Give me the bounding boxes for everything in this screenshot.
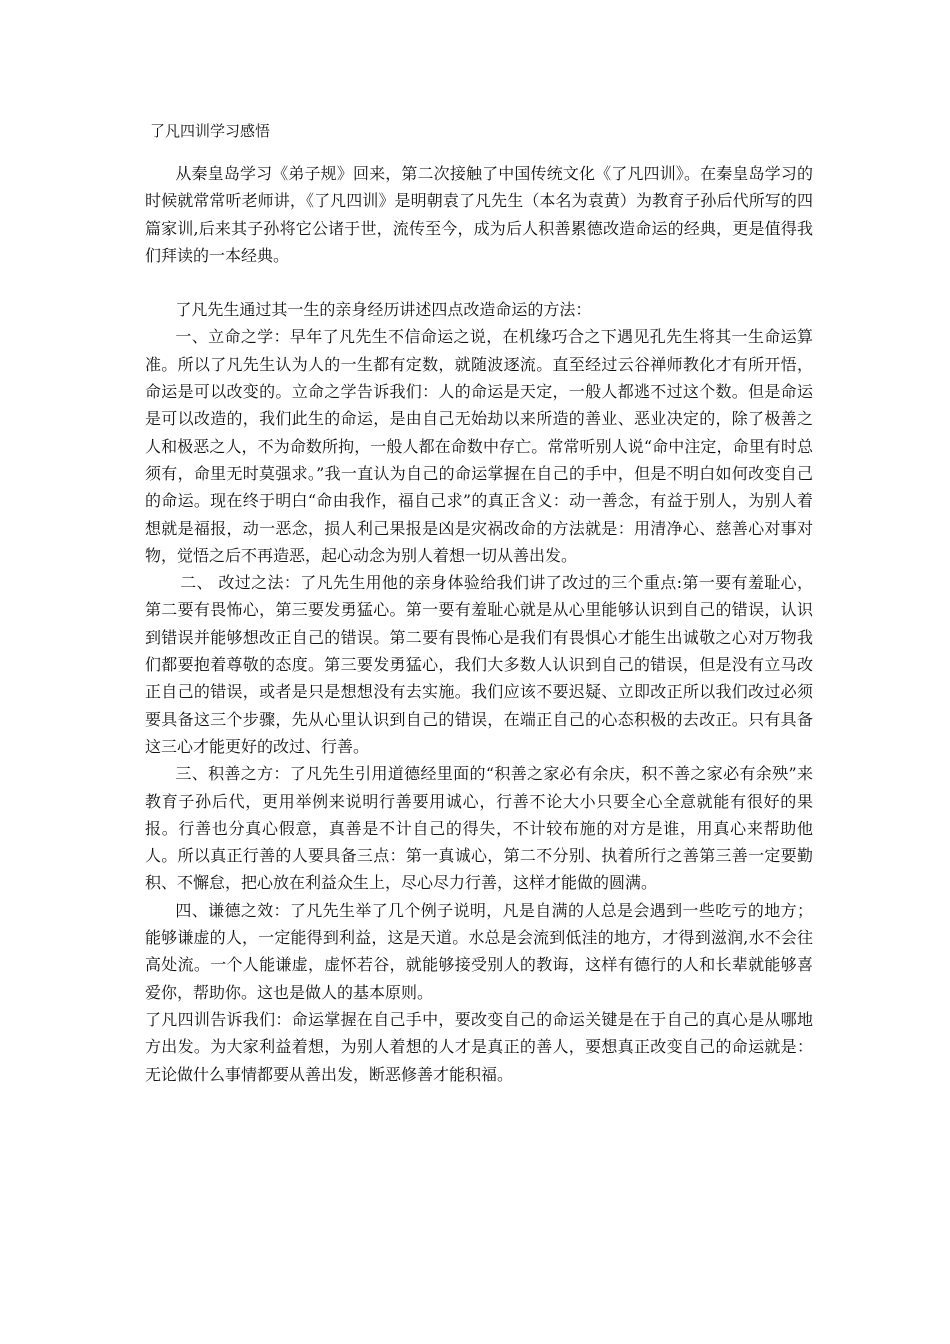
method-four-paragraph: 四、谦德之效：了凡先生举了几个例子说明，凡是自满的人总是会遇到一些吃亏的地方；能够谦虚的人，一定能得到利益，这是天道。水总是会流到低洼的地方，才得到滋润,水不会往高处流。一个人能谦虚，虚怀若谷，就能够接受别人的教诲，这样有德行的人和长辈就能够喜爱你，帮助你。这也是做人的基本原则。 bbox=[145, 900, 813, 1002]
document-title: 了凡四训学习感悟 bbox=[150, 122, 271, 140]
method-two-paragraph: 二、 改过之法：了凡先生用他的亲身体验给我们讲了改过的三个重点:第一要有羞耻心，第二要有畏怖心，第三要发勇猛心。第一要有羞耻心就是从心里能够认识到自己的错误，认识到错误并能够想改正自己的错误。第二要有畏怖心是我们有畏惧心才能生出诚敬之心对万物我们都要抱着尊敬的态度。第三要发勇猛心，我们大多数人认识到自己的错误，但是没有立马改正自己的错误，或者是只是想想没有去实施。我们应该不要迟疑、立即改正所以我们改过必须要具备这三个步骤，先从心里认识到自己的错误，在端正自己的心态积极的去改正。只有具备这三心才能更好的改过、行善。 bbox=[145, 573, 813, 756]
paragraph-spacer bbox=[145, 269, 813, 296]
methods-intro-paragraph: 了凡先生通过其一生的亲身经历讲述四点改造命运的方法： bbox=[175, 300, 592, 320]
conclusion-paragraph: 了凡四训告诉我们：命运掌握在自己手中，要改变自己的命运关键是在于自己的真心是从哪地方出发。为大家利益着想，为别人着想的人才是真正的善人，要想真正改变自己的命运就是：无论做什么事情都要从善出发，断恶修善才能积福。 bbox=[145, 1009, 813, 1084]
document-page bbox=[145, 118, 813, 1088]
method-three-paragraph: 三、积善之方：了凡先生引用道德经里面的“积善之家必有余庆，积不善之家必有余殃”来教育子孙后代，更用举例来说明行善要用诚心，行善不论大小只要全心全意就能有很好的果报。行善也分真心假意，真善是不计自己的得失，不计较布施的对方是谁，用真心来帮助他人。所以真正行善的人要具备三点：第一真诚心，第二不分别、执着所行之善第三善一定要勤积、不懈怠，把心放在利益众生上，尽心尽力行善，这样才能做的圆满。 bbox=[145, 764, 813, 893]
method-one-paragraph: 一、立命之学：早年了凡先生不信命运之说，在机缘巧合之下遇见孔先生将其一生命运算准。所以了凡先生认为人的一生都有定数，就随波逐流。直至经过云谷禅师教化才有所开悟，命运是可以改变的。立命之学告诉我们：人的命运是天定，一般人都逃不过这个数。但是命运是可以改造的，我们此生的命运，是由自己无始劫以来所造的善业、恶业决定的，除了极善之人和极恶之人，不为命数所拘，一般人都在命数中存亡。常常听别人说“命中注定，命里有时总须有，命里无时莫强求。”我一直认为自己的命运掌握在自己的手中，但是不明白如何改变自己的命运。现在终于明白“命由我作，福自己求”的真正含义：动一善念，有益于别人，为别人着想就是福报，动一恶念，损人利己果报是凶是灾祸改命的方法就是：用清净心、慈善心对事对物，觉悟之后不再造恶，起心动念为别人着想一切从善出发。 bbox=[145, 327, 813, 565]
intro-paragraph: 从秦皇岛学习《弟子规》回来，第二次接触了中国传统文化《了凡四训》。在秦皇岛学习的时候就常常听老师讲，《了凡四训》是明朝袁了凡先生（本名为袁黄）为教育子孙后代所写的四篇家训,后来其子孙将它公诸于世，流传至今，成为后人积善累德改造命运的经典，更是值得我们拜读的一本经典。 bbox=[145, 164, 813, 265]
